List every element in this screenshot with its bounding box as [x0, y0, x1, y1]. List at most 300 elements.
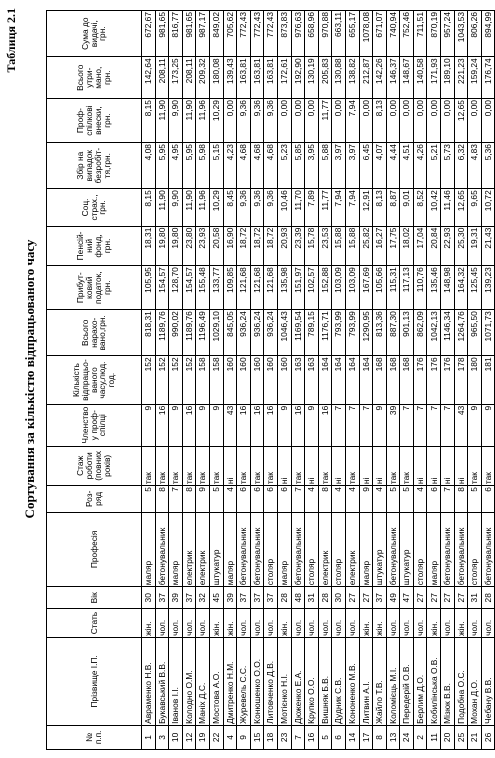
table-cell: 189,10	[441, 57, 455, 99]
table-cell: 1029,10	[209, 310, 223, 356]
table-cell: 4	[223, 486, 237, 512]
column-header: Збір на випадок безробіт-тя,грн.	[47, 143, 142, 189]
table-cell: ні	[413, 446, 427, 486]
table-cell: 7	[345, 404, 359, 446]
table-body	[142, 11, 495, 750]
table-cell: чол.	[196, 609, 210, 638]
table-cell: 148,98	[441, 266, 455, 310]
table-cell: 970,88	[318, 11, 332, 57]
column-header: Професія	[47, 512, 142, 587]
table-cell: 18	[264, 725, 278, 749]
table-cell: 658,96	[305, 11, 319, 57]
table-cell: 37	[182, 587, 196, 609]
table-cell: 849,02	[209, 11, 223, 57]
table-cell: Авраменко Н.В.	[142, 637, 156, 725]
table-cell: 7	[359, 404, 373, 446]
table-cell: 180,08	[209, 57, 223, 99]
table-cell: 936,24	[250, 310, 264, 356]
table-cell: маляр	[277, 512, 291, 587]
table-cell: 3,97	[345, 143, 359, 189]
table-cell: так	[481, 446, 495, 486]
table-cell: так	[291, 446, 305, 486]
table-row	[345, 11, 359, 750]
table-cell: 7,94	[345, 99, 359, 143]
table-cell: 4,95	[169, 143, 183, 189]
table-cell: 4,68	[250, 143, 264, 189]
table-cell: 151,97	[291, 266, 305, 310]
salary-table	[46, 10, 495, 750]
table-cell: 11,90	[182, 189, 196, 226]
table-cell: 10,29	[209, 189, 223, 226]
table-cell: 18,31	[142, 226, 156, 266]
table-cell: 128,70	[169, 266, 183, 310]
table-cell: бетонувальник	[454, 512, 468, 587]
table-cell: 10,72	[481, 189, 495, 226]
table-cell: чол.	[332, 609, 346, 638]
table-row	[209, 11, 223, 750]
table-row	[386, 11, 400, 750]
table-cell: 10,29	[209, 99, 223, 143]
table-cell: 4,08	[142, 143, 156, 189]
table-cell: 31	[468, 587, 482, 609]
table-cell: 158	[209, 356, 223, 404]
table-cell: 5,73	[441, 143, 455, 189]
table-row	[264, 11, 278, 750]
table-cell: 0,00	[386, 99, 400, 143]
table-cell: 27	[413, 587, 427, 609]
table-cell: 1042,13	[427, 310, 441, 356]
table-cell: 14	[345, 725, 359, 749]
table-cell: 663,11	[332, 11, 346, 57]
table-cell: 121,68	[237, 266, 251, 310]
table-cell: Передерій О.В.	[400, 637, 414, 725]
table-cell: 168	[400, 356, 414, 404]
table-cell: 16	[237, 404, 251, 446]
table-cell: 5	[468, 486, 482, 512]
table-cell: 25,30	[454, 226, 468, 266]
table-cell: 7	[400, 404, 414, 446]
table-row	[468, 11, 482, 750]
table-cell: 37	[264, 587, 278, 609]
table-cell: 887,30	[386, 310, 400, 356]
table-cell: 109,85	[223, 266, 237, 310]
table-cell: жін.	[373, 609, 387, 638]
table-cell: 27	[441, 587, 455, 609]
table-cell: 4	[373, 486, 387, 512]
table-cell: Подобна О.С.	[454, 637, 468, 725]
table-cell: 705,62	[223, 11, 237, 57]
table-cell: 167,69	[359, 266, 373, 310]
table-cell: 4	[413, 486, 427, 512]
table-cell: 818,31	[142, 310, 156, 356]
table-cell: 110,76	[413, 266, 427, 310]
table-cell: 22	[209, 725, 223, 749]
table-cell: 4,23	[223, 143, 237, 189]
table-cell: 19,80	[169, 226, 183, 266]
table-cell: чол.	[441, 609, 455, 638]
table-cell: 164	[318, 356, 332, 404]
table-cell: 6	[332, 725, 346, 749]
table-cell: 158	[196, 356, 210, 404]
table-cell: 23	[277, 725, 291, 749]
table-cell: 28	[481, 587, 495, 609]
table-cell: 12,65	[454, 99, 468, 143]
table-cell: жін.	[427, 609, 441, 638]
table-cell: 168	[386, 356, 400, 404]
table-cell: 752,46	[400, 11, 414, 57]
table-cell: 208,11	[182, 57, 196, 99]
table-cell: 7	[427, 404, 441, 446]
table-cell: чол.	[468, 609, 482, 638]
table-cell: 1189,76	[182, 310, 196, 356]
table-cell: столяр	[413, 512, 427, 587]
table-cell: 133,77	[209, 266, 223, 310]
table-cell: 0,00	[332, 99, 346, 143]
table-cell: 9,90	[169, 189, 183, 226]
table-cell: 4,83	[468, 143, 482, 189]
table-cell: 5,15	[209, 143, 223, 189]
table-cell: ні	[454, 446, 468, 486]
table-cell: 655,17	[345, 11, 359, 57]
table-cell: 5,95	[155, 143, 169, 189]
table-cell: 9	[169, 404, 183, 446]
table-cell: 135,98	[277, 266, 291, 310]
table-cell: 32	[196, 587, 210, 609]
table-cell: 43	[223, 404, 237, 446]
table-cell: 103,09	[332, 266, 346, 310]
table-cell: 8	[182, 486, 196, 512]
table-cell: 981,65	[155, 11, 169, 57]
table-cell: 181	[481, 356, 495, 404]
table-cell: 11,90	[182, 99, 196, 143]
table-cell: 3,97	[332, 143, 346, 189]
table-cell: 957,24	[441, 11, 455, 57]
table-cell: 164	[332, 356, 346, 404]
table-row	[237, 11, 251, 750]
table-cell: 12	[182, 725, 196, 749]
table-cell: ні	[223, 446, 237, 486]
table-cell: Мотієнко Н.І.	[277, 637, 291, 725]
table-header-row	[47, 11, 142, 750]
table-cell: 37	[155, 587, 169, 609]
table-cell: 981,65	[182, 11, 196, 57]
table-cell: 901,13	[400, 310, 414, 356]
table-cell: так	[468, 446, 482, 486]
table-cell: 9	[237, 725, 251, 749]
table-cell: 6	[264, 486, 278, 512]
table-cell: 0,00	[291, 99, 305, 143]
table-cell: 148,67	[400, 57, 414, 99]
table-cell: чол.	[400, 609, 414, 638]
table-cell: Дудник С.В.	[332, 637, 346, 725]
table-cell: 9	[209, 404, 223, 446]
table-cell: 7	[413, 404, 427, 446]
table-cell: 160	[250, 356, 264, 404]
table-cell: 789,15	[305, 310, 319, 356]
table-cell: 163	[305, 356, 319, 404]
table-cell: 9,01	[400, 189, 414, 226]
table-cell: чол.	[264, 609, 278, 638]
table-cell: 9,36	[237, 99, 251, 143]
table-cell: чол.	[481, 609, 495, 638]
table-cell: 4	[332, 486, 346, 512]
table-cell: Берлим Д.О.	[413, 637, 427, 725]
table-cell: чол.	[386, 609, 400, 638]
table-cell: 4,44	[386, 143, 400, 189]
table-cell: 164	[359, 356, 373, 404]
table-cell: 8,13	[373, 99, 387, 143]
table-cell: 1	[142, 725, 156, 749]
column-header: Кількість відпрацьо-ваного часу,люд. год.	[47, 356, 142, 404]
table-cell: 0,00	[400, 99, 414, 143]
table-cell: 142,64	[142, 57, 156, 99]
table-cell: 11	[427, 725, 441, 749]
table-cell: 5,23	[277, 143, 291, 189]
table-cell: 152,88	[318, 266, 332, 310]
table-cell: 176	[413, 356, 427, 404]
table-cell: 49	[386, 587, 400, 609]
table-cell: Маніх Д.С.	[196, 637, 210, 725]
table-cell: 130,19	[305, 57, 319, 99]
table-row	[427, 11, 441, 750]
table-cell: 12,65	[454, 189, 468, 226]
table-cell: жін.	[454, 609, 468, 638]
table-cell: 8,87	[386, 189, 400, 226]
table-cell: 160	[264, 356, 278, 404]
table-cell: 4,68	[264, 143, 278, 189]
table-cell: 192,90	[291, 57, 305, 99]
table-label: Таблиця 2.1	[4, 8, 18, 73]
table-cell: 18,02	[400, 226, 414, 266]
column-header: Стать	[47, 609, 142, 638]
table-row	[182, 11, 196, 750]
table-cell: 171,93	[427, 57, 441, 99]
table-cell: 173,25	[169, 57, 183, 99]
table-cell: бетонувальник	[250, 512, 264, 587]
table-cell: 965,50	[468, 310, 482, 356]
table-cell: 1169,54	[291, 310, 305, 356]
table-cell: так	[400, 446, 414, 486]
table-cell: 0,00	[305, 99, 319, 143]
table-cell: ні	[427, 446, 441, 486]
table-cell: 0,00	[359, 99, 373, 143]
table-cell: жін.	[223, 609, 237, 638]
table-cell: ні	[305, 446, 319, 486]
table-cell: 140,58	[413, 57, 427, 99]
table-cell: 987,17	[196, 11, 210, 57]
table-cell: 205,83	[318, 57, 332, 99]
table-cell: 22,93	[441, 226, 455, 266]
table-cell: так	[237, 446, 251, 486]
table-cell: 11,77	[318, 99, 332, 143]
table-cell: 18,72	[237, 226, 251, 266]
table-cell: Коломієць М.І.	[386, 637, 400, 725]
table-cell: 1046,43	[277, 310, 291, 356]
table-cell: 31	[305, 587, 319, 609]
column-header: Проф-спілкові внески, грн.	[47, 99, 142, 143]
table-cell: жін.	[142, 609, 156, 638]
table-cell: 15,88	[345, 226, 359, 266]
table-cell: 121,68	[264, 266, 278, 310]
table-cell: 20,84	[427, 226, 441, 266]
column-header: № п.п.	[47, 725, 142, 749]
table-cell: ні	[373, 446, 387, 486]
table-cell: електрик	[345, 512, 359, 587]
table-cell: 164	[345, 356, 359, 404]
table-cell: 39	[169, 587, 183, 609]
table-row	[250, 11, 264, 750]
column-header: Всього утри-мано, грн.	[47, 57, 142, 99]
table-cell: жін.	[209, 609, 223, 638]
table-cell: 5	[400, 486, 414, 512]
table-cell: 862,09	[413, 310, 427, 356]
table-cell: 209,32	[196, 57, 210, 99]
table-cell: 168	[373, 356, 387, 404]
table-cell: 0,00	[468, 99, 482, 143]
table-cell: ні	[332, 446, 346, 486]
table-cell: 45	[209, 587, 223, 609]
table-cell: 1290,95	[359, 310, 373, 356]
table-cell: 23,80	[182, 226, 196, 266]
table-cell: 990,02	[169, 310, 183, 356]
table-cell: 16	[155, 404, 169, 446]
table-cell: 3,95	[305, 143, 319, 189]
table-cell: 671,07	[373, 11, 387, 57]
table-cell: штукатур	[400, 512, 414, 587]
table-cell: 19,31	[468, 226, 482, 266]
table-cell: 16	[250, 404, 264, 446]
table-cell: 178	[454, 356, 468, 404]
table-row	[169, 11, 183, 750]
table-cell: 12,91	[359, 189, 373, 226]
table-cell: 142,26	[373, 57, 387, 99]
table-cell: 176	[441, 356, 455, 404]
table-cell: 1264,76	[454, 310, 468, 356]
table-cell: 117,13	[400, 266, 414, 310]
table-cell: 16	[318, 404, 332, 446]
table-cell: 9,36	[250, 189, 264, 226]
table-cell: 1043,53	[454, 11, 468, 57]
table-cell: так	[250, 446, 264, 486]
table-row	[305, 11, 319, 750]
table-cell: 20,58	[209, 226, 223, 266]
table-cell: 27	[427, 587, 441, 609]
table-cell: 936,24	[264, 310, 278, 356]
table-row	[291, 11, 305, 750]
table-cell: маляр	[169, 512, 183, 587]
table-cell: 6	[427, 486, 441, 512]
table-cell: 28	[318, 587, 332, 609]
table-cell: 39	[223, 587, 237, 609]
table-cell: 9	[373, 404, 387, 446]
table-cell: 13	[386, 725, 400, 749]
table-cell: 793,99	[332, 310, 346, 356]
table-cell: столяр	[332, 512, 346, 587]
table-row	[318, 11, 332, 750]
table-cell: 37	[373, 587, 387, 609]
table-cell: 772,43	[237, 11, 251, 57]
table-cell: Колодно О.М.	[182, 637, 196, 725]
table-cell: 5	[209, 486, 223, 512]
table-cell: 11,90	[155, 99, 169, 143]
table-cell: 9	[359, 486, 373, 512]
table-cell: бетонувальник	[291, 512, 305, 587]
table-cell: 17	[359, 725, 373, 749]
table-cell: Кононенко М.В.	[345, 637, 359, 725]
table-cell: 20,93	[277, 226, 291, 266]
table-cell: 5,85	[291, 143, 305, 189]
table-cell: 10,42	[427, 189, 441, 226]
table-cell: 7,89	[305, 189, 319, 226]
table-cell: Журевель С.С.	[237, 637, 251, 725]
table-cell: 7	[291, 486, 305, 512]
table-cell: Мостова А.О.	[209, 637, 223, 725]
table-cell: 4,26	[413, 143, 427, 189]
table-cell: 43	[454, 404, 468, 446]
table-cell: 5	[386, 486, 400, 512]
table-cell: чол.	[169, 609, 183, 638]
table-cell: 7	[332, 404, 346, 446]
table-cell: столяр	[468, 512, 482, 587]
table-row	[359, 11, 373, 750]
table-cell: 4	[305, 486, 319, 512]
table-row	[223, 11, 237, 750]
table-cell: 18,72	[250, 226, 264, 266]
table-cell: 139,43	[223, 57, 237, 99]
table-cell: 16,90	[223, 226, 237, 266]
table-cell: 24	[400, 725, 414, 749]
table-cell: маляр	[142, 512, 156, 587]
table-cell: 15	[250, 725, 264, 749]
table-cell: ні	[441, 446, 455, 486]
table-cell: ні	[359, 446, 373, 486]
table-cell: 39	[386, 404, 400, 446]
table-cell: 772,43	[264, 11, 278, 57]
table-cell: 160	[223, 356, 237, 404]
table-cell: 17,75	[386, 226, 400, 266]
table-cell: штукатур	[209, 512, 223, 587]
table-cell: 9	[196, 404, 210, 446]
table-cell: 9	[142, 404, 156, 446]
table-cell: 4	[223, 725, 237, 749]
table-cell: 793,99	[345, 310, 359, 356]
table-cell: 18,72	[264, 226, 278, 266]
table-cell: Конюшенко О.О.	[250, 637, 264, 725]
table-cell: 105,95	[142, 266, 156, 310]
table-cell: так	[155, 446, 169, 486]
table-cell: 163,81	[264, 57, 278, 99]
table-cell: 105,66	[373, 266, 387, 310]
table-cell: 9	[277, 404, 291, 446]
table-cell: Іванов І.І.	[169, 637, 183, 725]
table-cell: 5	[142, 486, 156, 512]
table-cell: 176	[427, 356, 441, 404]
table-cell: 9,65	[468, 189, 482, 226]
table-cell: 1078,08	[359, 11, 373, 57]
table-cell: 6	[237, 486, 251, 512]
table-cell: 8,15	[142, 189, 156, 226]
table-cell: 11,96	[196, 99, 210, 143]
table-cell: електрик	[182, 512, 196, 587]
table-cell: 15,88	[332, 226, 346, 266]
table-cell: 16	[291, 404, 305, 446]
table-row	[332, 11, 346, 750]
table-cell: 23,93	[196, 226, 210, 266]
table-cell: 154,57	[155, 266, 169, 310]
table-cell: 7	[291, 725, 305, 749]
table-cell: бетонувальник	[237, 512, 251, 587]
table-cell: 806,26	[468, 11, 482, 57]
